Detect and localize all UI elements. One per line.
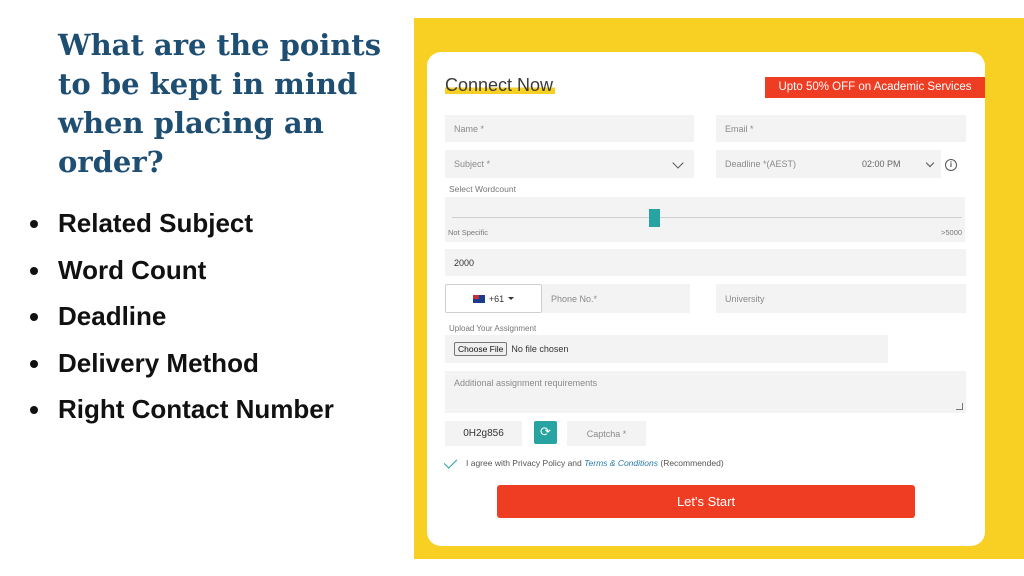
wordcount-slider[interactable] [445,197,965,242]
upload-label: Upload Your Assignment [449,324,537,333]
slider-line [452,217,962,218]
bullet-item [30,345,334,392]
captcha-code: 0H2g856 [445,421,522,446]
wordcount-label: Select Wordcount [449,184,516,194]
australia-flag-icon [473,295,485,303]
bullet-dot-icon [30,267,38,275]
subject-select-value: Subject * [454,159,491,169]
chevron-down-icon [926,159,934,167]
refresh-icon: ⟳ [540,425,551,440]
country-code-value: +61 [488,293,505,304]
slide-left-column [0,0,410,576]
refresh-captcha-button[interactable] [534,421,557,444]
bullet-list [30,205,334,438]
form-title: Connect Now [445,75,554,95]
bullet-item [30,298,334,345]
offer-badge: Upto 50% OFF on Academic Services [765,77,985,98]
bullet-text: Delivery Method [58,347,259,378]
info-icon[interactable]: i [945,159,957,171]
file-upload-field[interactable] [445,335,888,363]
terms-link[interactable]: Terms & Conditions [584,458,658,468]
chevron-down-icon [672,157,683,168]
resize-handle-icon[interactable] [956,403,963,410]
email-input[interactable]: Email * [716,115,966,142]
country-code-select[interactable] [445,284,542,313]
agree-suffix: (Recommended) [660,458,724,468]
caret-down-icon [508,297,514,300]
bullet-item [30,391,334,438]
captcha-input[interactable]: Captcha * [567,421,646,446]
deadline-date-input[interactable]: Deadline *(AEST) [716,150,853,178]
bullet-dot-icon [30,360,38,368]
requirements-placeholder: Additional assignment requirements [454,378,598,388]
subject-select[interactable] [445,150,694,178]
agree-text [466,458,724,468]
slider-max-label: >5000 [941,228,963,237]
bullet-dot-icon [30,406,38,414]
phone-input[interactable]: Phone No.* [542,284,690,313]
wordcount-input[interactable]: 2000 [445,249,966,276]
connect-form-card [427,52,985,546]
requirements-textarea[interactable] [445,371,966,413]
no-file-text: No file chosen [511,344,569,354]
bullet-item [30,252,334,299]
bullet-text: Word Count [58,254,207,285]
name-input[interactable]: Name * [445,115,694,142]
bullet-text: Deadline [58,301,167,331]
lets-start-button[interactable]: Let's Start [497,485,915,518]
bullet-dot-icon [30,220,38,228]
university-input[interactable]: University [716,284,966,313]
slide-heading: What are the points to be kept in mind when placing an order? [58,28,382,179]
check-icon[interactable] [444,455,457,468]
choose-file-button[interactable]: Choose File [454,342,507,356]
slider-min-label: Not Specific [448,228,489,237]
bullet-text: Related Subject [58,208,254,238]
bullet-item [30,205,334,252]
deadline-time-select[interactable] [853,150,941,178]
agree-prefix: I agree with Privacy Policy and [466,458,582,468]
deadline-time-value: 02:00 PM [862,159,901,169]
slider-handle[interactable] [649,209,660,227]
bullet-text: Right Contact Number [58,394,334,424]
bullet-dot-icon [30,313,38,321]
